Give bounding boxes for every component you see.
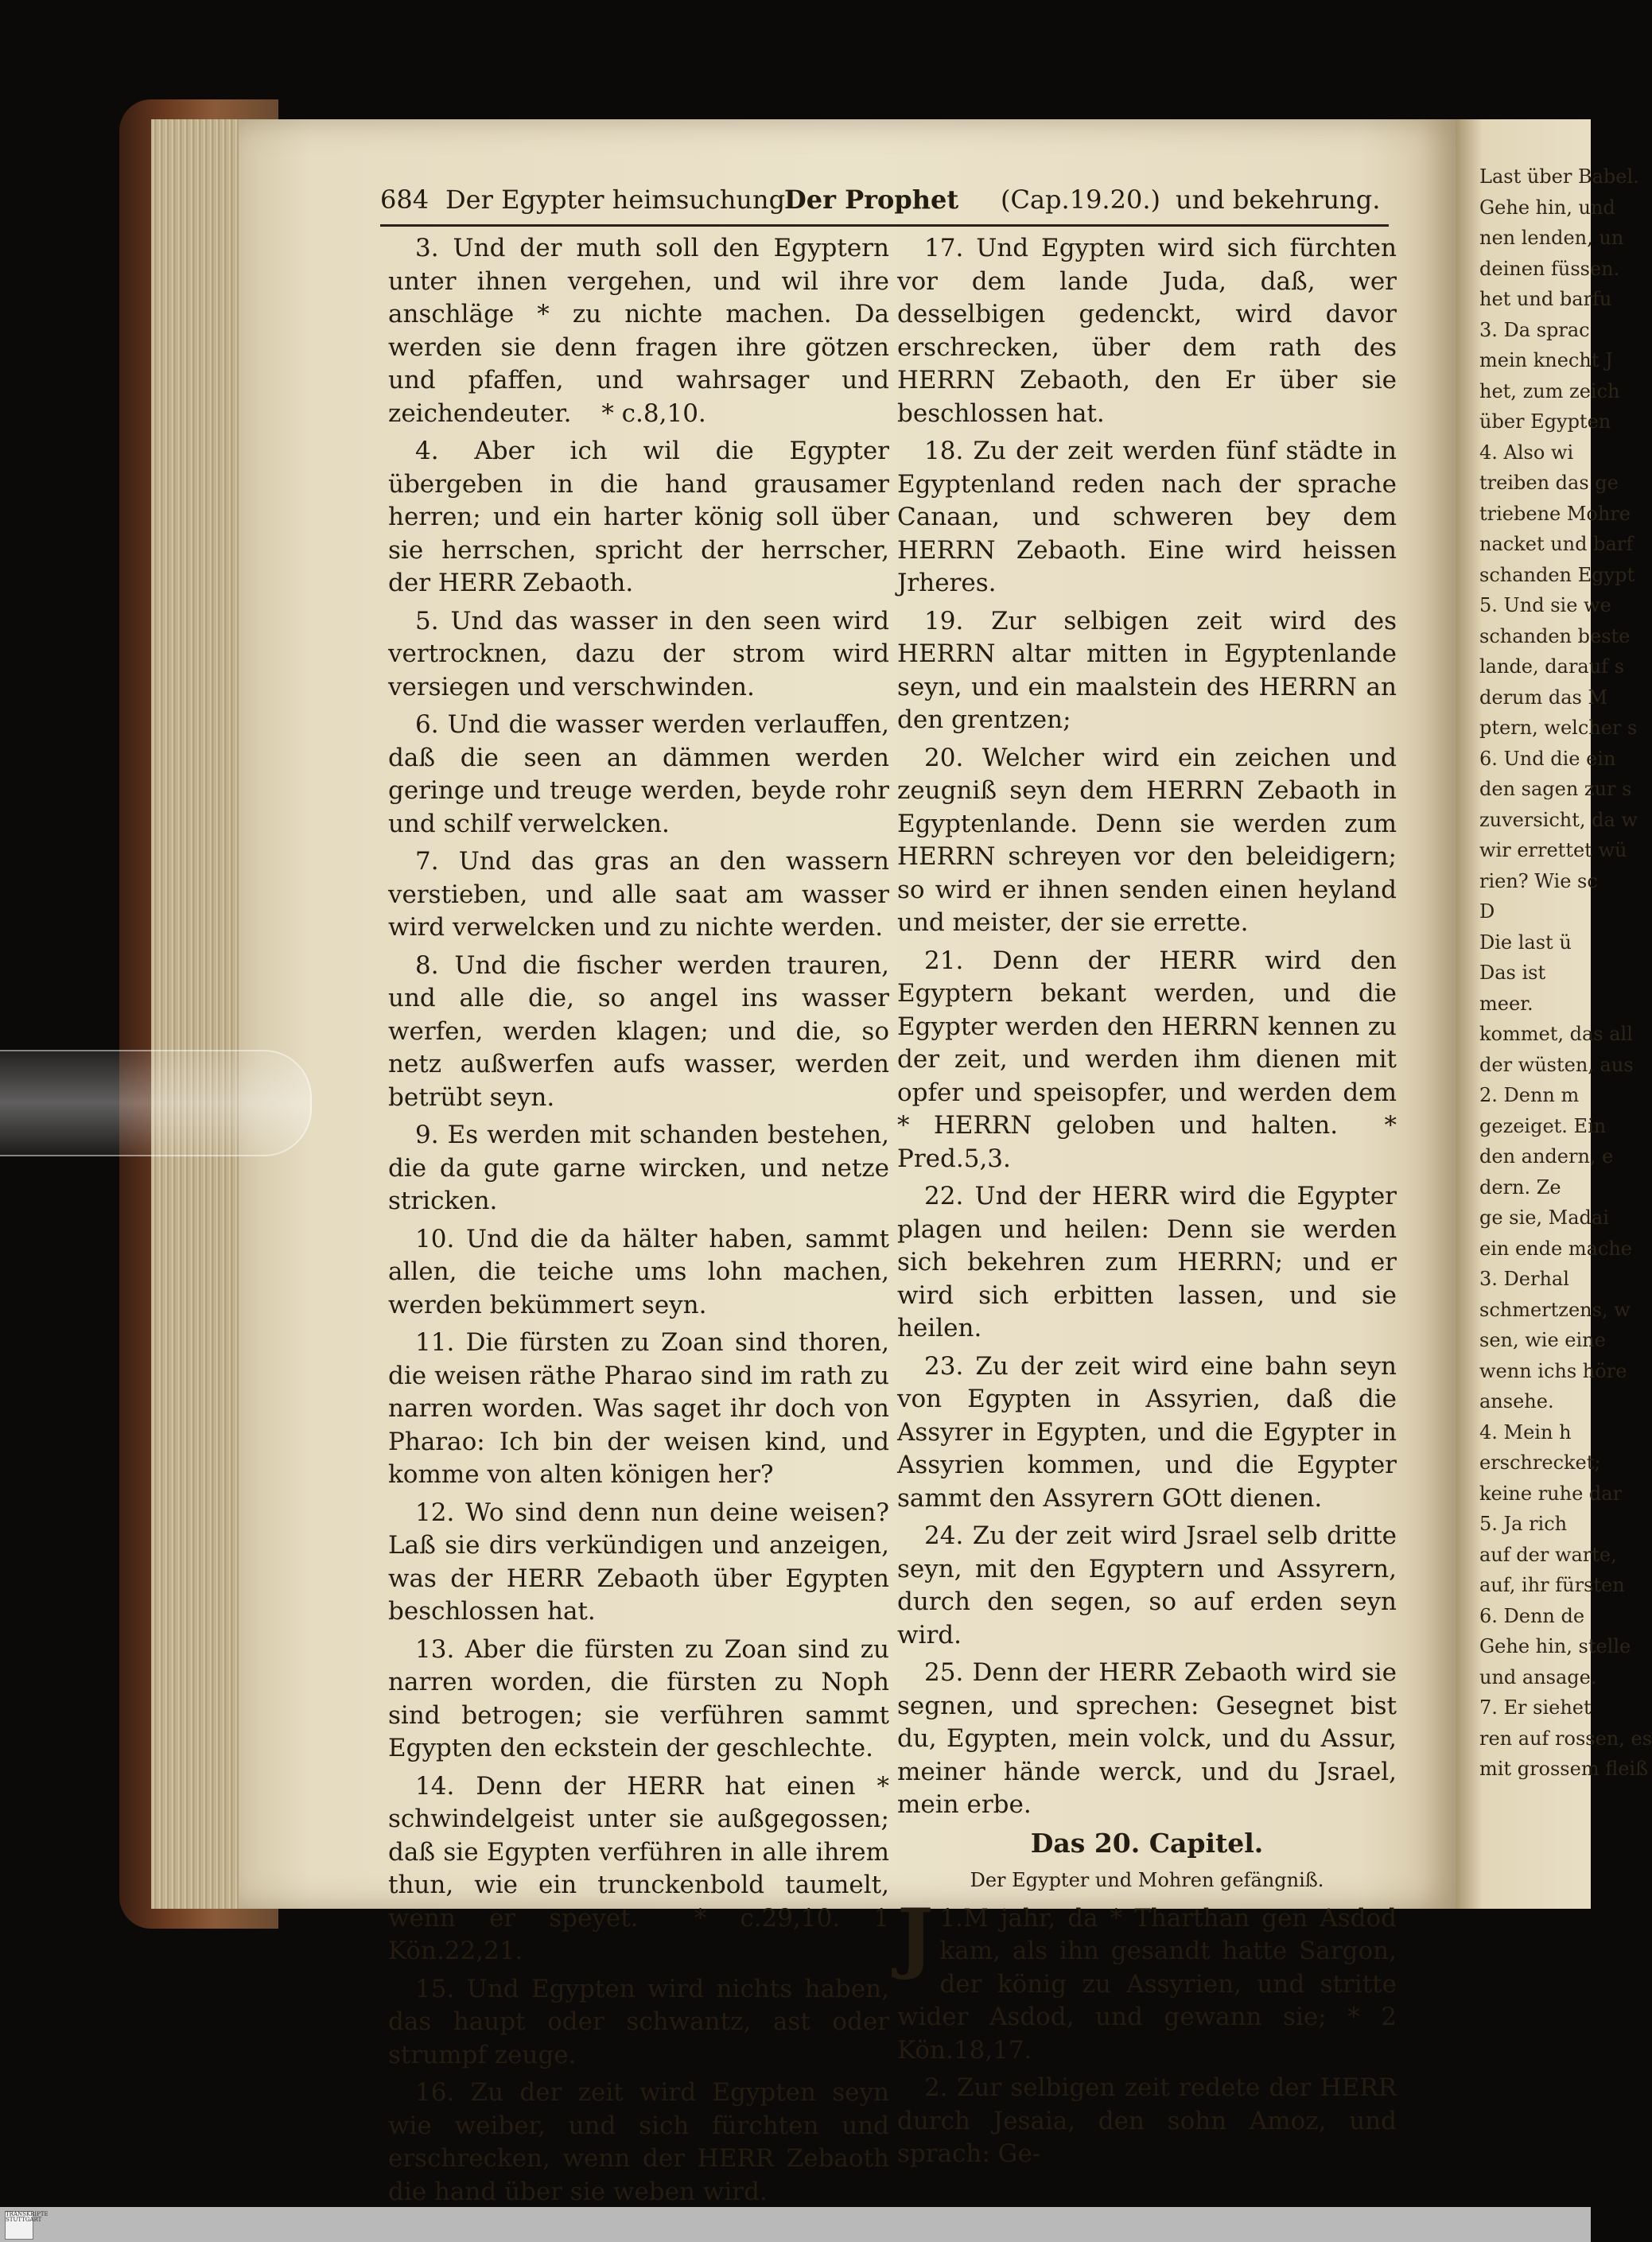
verse-number: 13. [415, 1634, 455, 1664]
running-title-left: Der Egypter heimsuchung [445, 185, 786, 215]
right-page-line: 4. Mein h [1479, 1420, 1572, 1444]
verse-reference: * Pred.5,3. [897, 1111, 1397, 1173]
right-page-line: 7. Er siehet [1479, 1696, 1592, 1719]
library-logo-text: TRANSKRIPTE STUTTGART [6, 2211, 49, 2223]
verse-number: 19. [924, 606, 964, 635]
right-page-line: Gehe hin, und [1479, 196, 1615, 219]
running-title-center: Der Prophet [784, 185, 959, 215]
verse [388, 1119, 889, 1218]
verse-text: Wo sind denn nun deine weisen? Laß sie dirs verkündigen und anzeigen, was der HERR Zebaoth über Egypten beschlossen hat. [388, 1498, 889, 1626]
right-page-line: 3. Derhal [1479, 1268, 1569, 1290]
verse-number: 21. [924, 946, 964, 975]
verse-text: Zur selbigen zeit wird des HERRN altar mitten in Egyptenlande seyn, und ein maalstein des HERRN an den grentzen; [897, 606, 1397, 734]
verse [897, 945, 1397, 1176]
verse [897, 435, 1397, 600]
verse-text: Zu der zeit wird Egypten seyn wie weiber, und sich fürchten und erschrecken, wenn der HERR Zebaoth die hand über sie weben wird. [388, 2078, 889, 2206]
verse-number: 20. [924, 743, 964, 772]
verse-text: Zu der zeit werden fünf städte in Egyptenland reden nach der sprache Canaan, und schweren bey dem HERRN Zebaoth. Eine wird heissen Jrheres. [897, 437, 1397, 597]
right-page-line: über Egypten [1479, 410, 1611, 433]
right-page-line: mit grossem fleiß [1479, 1758, 1649, 1780]
verse-number: 11. [415, 1328, 455, 1357]
verse-text: Und Egypten wird nichts haben, das haupt oder schwantz, ast oder strumpf zeuge. [388, 1974, 889, 2069]
right-page-line: den sagen zur s [1479, 778, 1632, 800]
verse-text: Welcher wird ein zeichen und zeugniß seyn dem HERRN Zebaoth in Egyptenlande. Denn sie werden zum HERRN schreyen vor den beleidigern; so wird er ihnen senden einen heyland und meister, der sie errette. [897, 743, 1397, 937]
verse-number: 23. [924, 1351, 964, 1381]
header-rule [380, 224, 1389, 227]
verse [388, 1973, 889, 2073]
verse-text: Und das gras an den wassern verstieben, und alle saat am wasser wird verwelcken und zu nichte werden. [388, 847, 889, 942]
right-page-line: dern. Ze [1479, 1175, 1561, 1199]
right-page-line: D [1479, 900, 1495, 923]
right-page-line: erschrecket; [1479, 1451, 1601, 1474]
right-page-line: 4. Also wi [1479, 441, 1574, 464]
verse-number: 3. [415, 234, 439, 262]
verse [388, 435, 889, 600]
verse [388, 232, 889, 430]
right-page-line: triebene Mohre [1479, 502, 1631, 525]
right-page-line: ren auf rossen, es [1479, 1727, 1652, 1750]
verse [388, 1770, 889, 1968]
right-verses [897, 232, 1397, 1822]
verse-text: Denn der HERR hat einen * schwindelgeist unter sie außgegossen; daß sie Egypten verführen in alle ihrem thun, wie ein trunckenbold taumelt, wenn er speyet. [388, 1771, 889, 1933]
verse [388, 845, 889, 945]
right-page-line: schanden beste [1479, 624, 1631, 647]
library-logo [5, 2211, 49, 2240]
verse-number: 1. [939, 1903, 963, 1933]
chapter-subtitle: Der Egypter und Mohren gefängniß. [970, 1869, 1324, 1891]
verse-reference: * c.29,10. 1 Kön.22,21. [388, 1903, 890, 1965]
verse-text: Aber ich wil die Egypter übergeben in die hand grausamer herren; und ein harter könig soll über sie herrschen, spricht der herrscher, der HERR Zebaoth. [388, 437, 889, 597]
right-page-line: schanden Egypt [1479, 563, 1635, 586]
right-page-line: den andern, e [1479, 1145, 1614, 1168]
bookmark-strip [0, 1050, 312, 1156]
verse-number: 25. [924, 1658, 964, 1687]
right-page-line: mein knecht J [1479, 349, 1613, 371]
right-page-line: ge sie, Madai [1479, 1206, 1609, 1229]
right-page-line: sen, wie eine [1479, 1329, 1606, 1351]
verse-number: 22. [924, 1182, 964, 1210]
verse-text: Und der HERR wird die Egypter plagen und heilen: Denn sie werden sich bekehren zum HERRN; und er wird sich erbitten lassen, und sie heilen. [897, 1182, 1397, 1342]
verse-text: Es werden mit schanden bestehen, die da gute garne wircken, und netze stricken. [388, 1121, 889, 1215]
right-page-fragment [1456, 119, 1652, 1909]
right-page-line: 6. Denn de [1479, 1604, 1585, 1627]
verse [897, 1520, 1397, 1652]
right-page-line: der wüsten, aus [1479, 1053, 1634, 1076]
verse-number: 18. [924, 437, 964, 465]
right-page-line: gezeiget. Ein [1479, 1114, 1607, 1137]
verse-text: Denn der HERR wird den Egyptern bekant werden, und die Egypter werden den HERRN kennen zu der zeit, und werden ihm dienen mit opfer und speisopfer, und werden dem * HERRN geloben und halten. [897, 946, 1397, 1140]
running-title-right: und bekehrung. [1176, 185, 1381, 215]
verse-number: 14. [415, 1771, 455, 1801]
right-page-line: und ansage. [1479, 1665, 1597, 1688]
right-page-line: Gehe hin, stelle [1479, 1635, 1631, 1657]
verse [897, 605, 1397, 737]
verse [388, 1634, 889, 1766]
page-edges [151, 119, 247, 1909]
right-page-line: kommet, das all [1479, 1023, 1633, 1045]
verse-text: Und Egypten wird sich fürchten vor dem lande Juda, daß, wer desselbigen gedenckt, wird davor erschrecken, über dem rath des HERRN Zebaoth, den Er über sie beschlossen hat. [897, 234, 1397, 428]
chapter-verse-1 [897, 1891, 1397, 2068]
verse-number: 15. [415, 1974, 455, 2003]
verse-text: M jahr, da * Tharthan gen Asdod kam, als ihn gesandt hatte Sargon, der könig zu Assyrien, und stritte wider Asdod, und gewann sie; [897, 1903, 1397, 2031]
verse-text: Und die da hälter haben, sammt allen, die teiche ums lohn machen, werden bekümmert seyn. [388, 1224, 890, 1319]
page-header [380, 185, 1390, 223]
verse-number: 4. [415, 437, 439, 465]
right-page-line: ansehe. [1479, 1390, 1554, 1412]
verse-text: Und das wasser in den seen wird vertrocknen, dazu der strom wird versiegen und verschwinden. [388, 606, 889, 701]
right-page-line: nen lenden, un [1479, 227, 1624, 249]
verse-number: 24. [924, 1521, 964, 1550]
right-page-line: zuversicht, da w [1479, 808, 1638, 831]
verse-text: Und der muth soll den Egyptern unter ihnen vergehen, und wil ihre anschläge * zu nichte machen. Da werden sie denn fragen ihre götzen und pfaffen, und wahrsager und zeichendeuter. [388, 234, 889, 428]
right-page-line: lande, darauf s [1479, 655, 1625, 678]
verse-number: 16. [415, 2078, 455, 2107]
verse [897, 232, 1397, 430]
right-page-line: nacket und barf [1479, 533, 1634, 555]
right-page-line: auf, ihr fürsten [1479, 1574, 1625, 1596]
verse [388, 2077, 889, 2209]
right-page-line: het und barfu [1479, 288, 1612, 310]
right-page-line: 2. Denn m [1479, 1084, 1580, 1106]
verse-text: Und die fischer werden trauren, und alle die, so angel ins wasser werfen, werden klagen; und die, so netz außwerfen aufs wasser, werden betrübt seyn. [388, 950, 889, 1112]
verse-number: 7. [415, 847, 439, 876]
verse [897, 1180, 1397, 1346]
verse-number: 10. [415, 1224, 455, 1253]
verse-number: 2. [924, 2073, 948, 2102]
right-page-line: 5. Ja rich [1479, 1513, 1568, 1535]
left-column [388, 232, 889, 2213]
verse-number: 6. [415, 710, 439, 739]
verse [388, 1327, 889, 1492]
verse-text: Aber die fürsten zu Zoan sind zu narren worden, die fürsten zu Noph sind betrogen; sie verführen sammt Egypten den eckstein der geschlechte. [388, 1634, 889, 1762]
right-page-line: Die last ü [1479, 931, 1572, 954]
verse [388, 709, 889, 841]
verse-number: 5. [415, 606, 439, 635]
right-page-line: keine ruhe dar [1479, 1482, 1623, 1505]
verse [388, 1497, 889, 1629]
right-page-line: derum das M [1479, 686, 1608, 709]
chapter-verse-2 [897, 2072, 1397, 2171]
verse [897, 1657, 1397, 1822]
chapter-ref: (Cap.19.20.) [1001, 185, 1160, 215]
right-page-line: 5. Und sie we [1479, 594, 1611, 616]
right-page-line: deinen füssen. [1479, 257, 1620, 280]
right-page-line: ein ende mache [1479, 1237, 1632, 1260]
verse-text: Zu der zeit wird eine bahn seyn von Egypten in Assyrien, daß die Assyrer in Egypten, und die Egypter in Assyrien kommen, und die Egypter sammt den Assyrern GOtt dienen. [897, 1351, 1397, 1513]
right-page-line: auf der warte, [1479, 1543, 1617, 1566]
verse-number: 8. [415, 950, 439, 980]
verse [897, 1350, 1397, 1516]
verse-text: Zu der zeit wird Jsrael selb dritte seyn, mit den Egyptern und Assyrern, durch den segen, so auf erden seyn wird. [897, 1521, 1397, 1649]
verse-number: 9. [415, 1121, 439, 1149]
right-page-line: het, zum zeich [1479, 379, 1620, 402]
viewer-bottom-bar [0, 2207, 1591, 2242]
page-number: 684 [380, 185, 430, 215]
right-page-line: schmertzens, w [1479, 1298, 1631, 1321]
right-page-line: Das ist [1479, 962, 1546, 984]
verse [388, 950, 889, 1115]
right-page-line: treiben das ge [1479, 472, 1619, 494]
verse-text: Und die wasser werden verlauffen, daß die seen an dämmen werden geringe und treuge werden, beyde rohr und schilf verwelcken. [388, 710, 889, 838]
verse [388, 605, 889, 705]
verse-reference: * 2 Kön.18,17. [897, 2003, 1397, 2065]
right-page-line: 3. Da sprac [1479, 318, 1590, 341]
verse [388, 1223, 889, 1323]
drop-cap: J [897, 1891, 934, 1982]
verse-text: Denn der HERR Zebaoth wird sie segnen, und sprechen: Gesegnet bist du, Egypten, mein volck, und du Assur, meiner hände werck, und du Jsrael, mein erbe. [897, 1658, 1397, 1819]
right-column [897, 232, 1397, 2176]
right-page-line: ptern, welcher s [1479, 717, 1638, 739]
verse-text: Zur selbigen zeit redete der HERR durch Jesaia, den sohn Amoz, und sprach: Ge- [897, 2073, 1397, 2168]
right-page-line: 6. Und die ein [1479, 747, 1616, 770]
right-page-line: Last über Babel. [1479, 165, 1639, 188]
verse-number: 17. [924, 234, 964, 262]
verse [897, 742, 1397, 940]
verse-number: 12. [415, 1498, 455, 1527]
chapter-title: Das 20. Capitel. [1030, 1827, 1264, 1859]
verse-text: Die fürsten zu Zoan sind thoren, die weisen räthe Pharao sind im rath zu narren worden. Was saget ihr doch von Pharao: Ich bin der weisen kind, und komme von alten königen her? [388, 1328, 889, 1489]
verse-reference: * c.8,10. [601, 398, 706, 428]
right-page-line: meer. [1479, 992, 1533, 1015]
right-page-line: wenn ichs höre [1479, 1359, 1627, 1382]
right-page-line: rien? Wie sc [1479, 869, 1598, 892]
right-page-line: wir errettet wü [1479, 839, 1627, 861]
